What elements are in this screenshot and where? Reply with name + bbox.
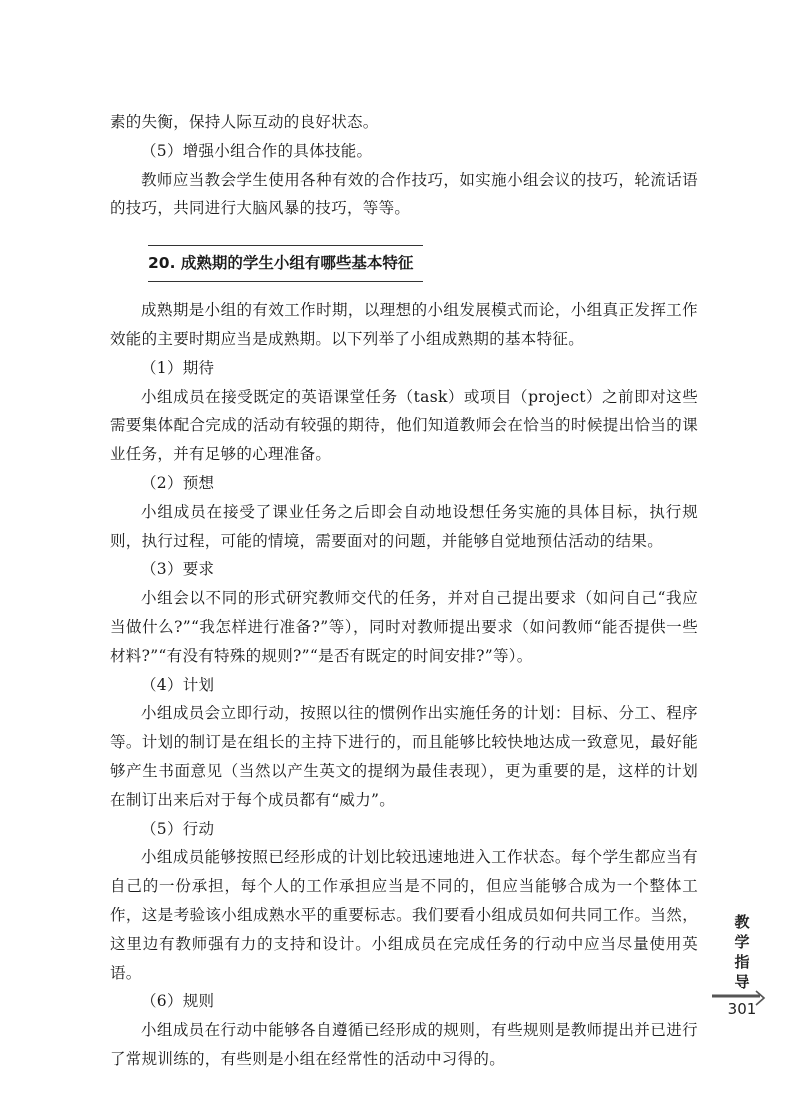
feature-label: （2）预想 — [141, 473, 215, 492]
side-tab-teaching-guide — [722, 912, 762, 992]
feature-label: （3）要求 — [141, 560, 215, 579]
section-intro: 成熟期是小组的有效工作时期，以理想的小组发展模式而论，小组真正发挥工作效能的主要时期应当是成熟期。以下列举了小组成熟期的基本特征。 — [110, 301, 698, 348]
item-5-paragraph: 教师应当教会学生使用各种有效的合作技巧，如实施小组会议的技巧，轮流话语的技巧，共同进行大脑风暴的技巧，等等。 — [110, 170, 698, 218]
item-5-heading: （5）增强小组合作的具体技能。 — [141, 141, 373, 160]
feature-text: 小组成员会立即行动，按照以往的惯例作出实施任务的计划：目标、分工、程序等。计划的制订是在组长的主持下进行的，而且能够比较快地达成一致意见，最好能够产生书面意见（当然以产生英文的提纲为最佳表现），更为重要的是，这样的计划在制订出来后对于每个成员都有“威力”。 — [110, 704, 698, 809]
feature-text: 小组成员在接受了课业任务之后即会自动地设想任务实施的具体目标，执行规则，执行过程，可能的情境，需要面对的问题，并能够自觉地预估活动的结果。 — [110, 502, 698, 550]
feature-text: 小组成员在行动中能够各自遵循已经形成的规则，有些规则是教师提出并已进行了常规训练的，有些则是小组在经常性的活动中习得的。 — [110, 1021, 698, 1068]
continuation-paragraph: 素的失衡，保持人际互动的良好状态。 — [110, 113, 379, 131]
side-tab-char: 教 — [734, 913, 750, 931]
section-heading: 20. 成熟期的学生小组有哪些基本特征 — [148, 254, 414, 273]
side-tab-char: 指 — [734, 953, 750, 971]
feature-text: 小组成员在接受既定的英语课堂任务（task）或项目（project）之前即对这些需要集体配合完成的活动有较强的期待，他们知道教师会在恰当的时候提出恰当的课业任务，并有足够的心理准备。 — [110, 387, 698, 464]
feature-label: （1）期待 — [141, 358, 215, 377]
feature-text: 小组成员能够按照已经形成的计划比较迅速地进入工作状态。每个学生都应当有自己的一份承担，每个人的工作承担应当是不同的，但应当能够合成为一个整体工作，这是考验该小组成熟水平的重要标志。我们要看小组成员如何共同工作。当然，这里边有教师强有力的支持和设计。小组成员在完成任务的行动中应当尽量使用英语。 — [110, 848, 698, 982]
feature-label: （5）行动 — [141, 819, 215, 838]
side-tab-char: 学 — [734, 933, 750, 951]
feature-label: （6）规则 — [141, 992, 215, 1011]
feature-text: 小组会以不同的形式研究教师交代的任务，并对自己提出要求（如问自己“我应当做什么?”“我怎样进行准备?”等），同时对教师提出要求（如问教师“能否提供一些材料?”“有没有特殊的规则?”“是否有既定的时间安排?”等）。 — [110, 589, 698, 665]
section-bottom-rule — [148, 281, 423, 282]
feature-label: （4）计划 — [141, 675, 215, 694]
page-number: 301 — [727, 1000, 757, 1018]
side-tab-char: 导 — [734, 973, 750, 991]
page-content — [110, 108, 698, 1074]
section-heading-block — [110, 245, 414, 282]
